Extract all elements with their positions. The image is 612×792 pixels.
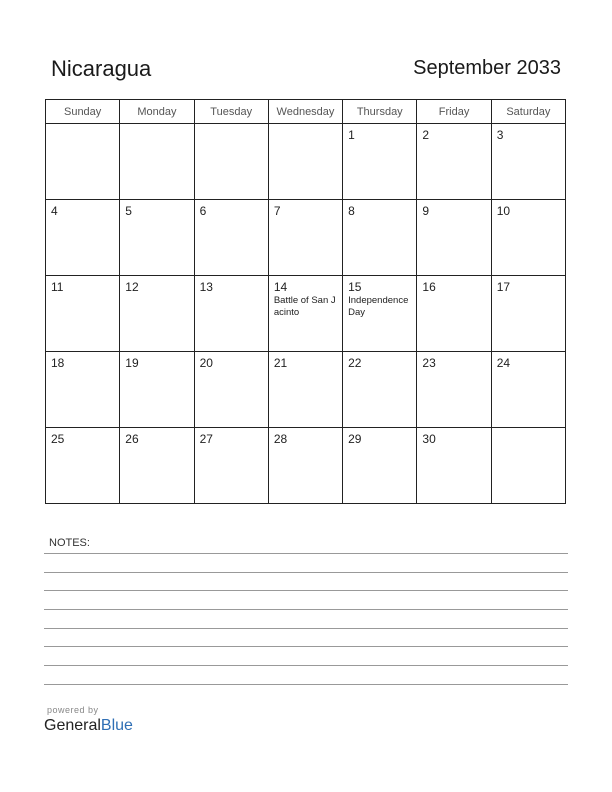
- day-number: 5: [125, 204, 132, 218]
- day-cell: [417, 428, 491, 504]
- day-cell: [120, 428, 194, 504]
- brand-general: General: [44, 717, 101, 734]
- day-cell: [417, 124, 491, 200]
- day-cell: [491, 276, 565, 352]
- note-line: [44, 628, 568, 629]
- day-cell: [268, 200, 342, 276]
- day-number: 3: [496, 128, 504, 142]
- day-cell: [46, 276, 120, 352]
- day-number: 21: [273, 356, 288, 370]
- day-number: 19: [125, 356, 139, 370]
- day-number: 11: [51, 280, 64, 294]
- country-title: Nicaragua: [51, 56, 152, 81]
- day-cell: [491, 200, 565, 276]
- note-line: [44, 665, 568, 666]
- brand-blue: Blue: [100, 717, 133, 734]
- note-line: [44, 646, 568, 647]
- day-cell: [343, 276, 417, 352]
- day-cell: [491, 352, 565, 428]
- weekday-header-row: [46, 100, 566, 124]
- day-number: 8: [348, 204, 355, 218]
- day-number: 29: [348, 432, 362, 446]
- calendar-grid: [45, 99, 566, 504]
- day-cell: [343, 200, 417, 276]
- day-number: 15: [348, 280, 362, 294]
- day-number: 16: [422, 280, 436, 294]
- powered-by-text: powered by: [47, 705, 99, 715]
- day-number: 24: [496, 356, 511, 370]
- weekday-friday: Friday: [417, 100, 491, 124]
- day-cell: [46, 352, 120, 428]
- weekday-monday: Monday: [120, 100, 194, 124]
- day-number: 27: [199, 432, 213, 446]
- day-cell: [120, 124, 194, 200]
- day-number: 6: [199, 204, 207, 218]
- week-row: [46, 428, 566, 504]
- day-cell: [343, 428, 417, 504]
- day-number: 23: [422, 356, 436, 370]
- day-cell: [46, 428, 120, 504]
- day-cell: [491, 428, 565, 504]
- day-cell: [343, 352, 417, 428]
- day-cell: [268, 352, 342, 428]
- day-cell: [417, 352, 491, 428]
- day-cell: [46, 124, 120, 200]
- day-number: 25: [51, 432, 65, 446]
- week-row: [46, 200, 566, 276]
- day-cell: [194, 428, 268, 504]
- month-year-title: September 2033: [413, 57, 561, 79]
- note-line: [44, 684, 568, 685]
- weekday-thursday: Thursday: [343, 100, 417, 124]
- day-number: 14: [273, 280, 288, 294]
- week-row: [46, 276, 566, 352]
- day-number: 4: [51, 204, 58, 218]
- holiday-label: Independence Day: [348, 295, 409, 318]
- day-number: 9: [422, 204, 430, 218]
- day-cell: [120, 200, 194, 276]
- day-cell: [268, 428, 342, 504]
- day-number: 12: [125, 280, 139, 294]
- day-number: 13: [199, 280, 213, 294]
- day-cell: [120, 276, 194, 352]
- day-cell: [417, 200, 491, 276]
- day-cell: [194, 276, 268, 352]
- day-cell: [46, 200, 120, 276]
- day-cell: [194, 124, 268, 200]
- day-cell: [120, 352, 194, 428]
- day-number: 20: [199, 356, 213, 370]
- day-number: 7: [273, 204, 281, 218]
- day-cell: [194, 352, 268, 428]
- day-cell: [268, 124, 342, 200]
- weekday-saturday: Saturday: [491, 100, 565, 124]
- holiday-label: Battle of San Jacinto: [273, 295, 336, 318]
- week-row: [46, 124, 566, 200]
- day-number: 1: [348, 128, 355, 142]
- day-cell: [268, 276, 342, 352]
- notes-label: NOTES:: [49, 537, 90, 549]
- note-line: [44, 553, 568, 554]
- day-cell: [343, 124, 417, 200]
- day-number: 2: [422, 128, 430, 142]
- note-line: [44, 590, 568, 591]
- generalblue-logo[interactable]: [44, 717, 133, 735]
- day-cell: [491, 124, 565, 200]
- weekday-sunday: Sunday: [46, 100, 120, 124]
- week-row: [46, 352, 566, 428]
- weekday-tuesday: Tuesday: [194, 100, 268, 124]
- day-number: 10: [496, 204, 511, 218]
- day-number: 18: [51, 356, 65, 370]
- day-number: 22: [348, 356, 362, 370]
- day-number: 26: [125, 432, 139, 446]
- note-line: [44, 572, 568, 573]
- day-number: 17: [496, 280, 511, 294]
- day-number: 30: [422, 432, 436, 446]
- weekday-wednesday: Wednesday: [268, 100, 342, 124]
- note-line: [44, 609, 568, 610]
- day-cell: [194, 200, 268, 276]
- day-cell: [417, 276, 491, 352]
- day-number: 28: [273, 432, 288, 446]
